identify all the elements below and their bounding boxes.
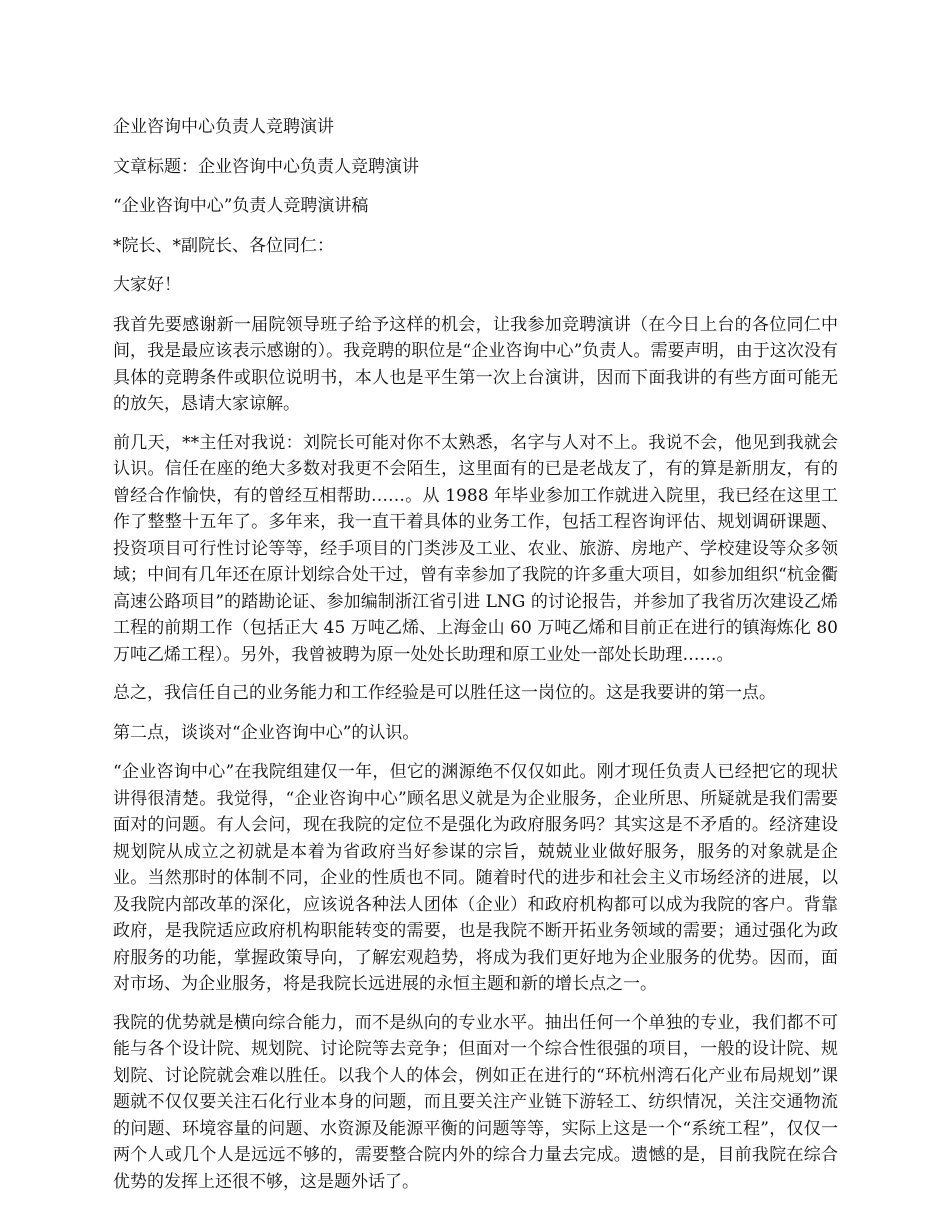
paragraph-intro: 我首先要感谢新一届院领导班子给予这样的机会，让我参加竞聘演讲（在今日上台的各位同仁中间，我是最应该表示感谢的）。我竞聘的职位是“企业咨询中心”负责人。需要声明，由于这次没有具体的竞聘条件或职位说明书，本人也是平生第一次上台演讲，因而下面我讲的有些方面可能无的放矢，恳请大家谅解。 bbox=[113, 314, 838, 414]
article-title-line: 文章标题：企业咨询中心负责人竞聘演讲 bbox=[113, 156, 419, 177]
document-page bbox=[113, 114, 838, 1207]
paragraph-second-point-heading: 第二点，谈谈对“企业咨询中心”的认识。 bbox=[113, 722, 420, 743]
paragraph-conclusion-first-point: 总之，我信任自己的业务能力和工作经验是可以胜任这一岗位的。这是我要讲的第一点。 bbox=[113, 683, 776, 703]
paragraph-background: 前几天，**主任对我说：刘院长可能对你不太熟悉，名字与人对不上。我说不会，他见到我就会认识。信任在座的绝大多数对我更不会陌生，这里面有的已是老战友了，有的算是新朋友，有的曾经合作愉快，有的曾经互相帮助……。从 1988 年毕业参加工作就进入院里，我已经在这里工作了整整十五年了。多年来，我一直干着具体的业务工作，包括工程咨询评估、规划调研课题、投资项目可行性讨论等等，经手项目的门类涉及工业、农业、旅游、房地产、学校建设等众多领域；中间有几年还在原计划综合处干过，曾有幸参加了我院的许多重大项目，如参加组织“杭金衢高速公路项目”的踏勘论证、参加编制浙江省引进 LNG 的讨论报告，并参加了我省历次建设乙烯工程的前期工作（包括正大 45 万吨乙烯、上海金山 60 万吨乙烯和目前正在进行的镇海炼化 80 万吨乙烯工程）。另外，我曾被聘为原一处处长助理和原工业处一部处长助理……。 bbox=[113, 432, 838, 665]
paragraph-advantage: 我院的优势就是横向综合能力，而不是纵向的专业水平。抽出任何一个单独的专业，我们都不可能与各个设计院、规划院、讨论院等去竞争；但面对一个综合性很强的项目，一般的设计院、规划院、讨论院就会难以胜任。以我个人的体会，例如正在进行的“环杭州湾石化产业布局规划”课题就不仅仅要关注石化行业本身的问题，而且要关注产业链下游轻工、纺织情况，关注交通物流的问题、环境容量的问题、水资源及能源平衡的问题等等，实际上这是一个“系统工程”，仅仅一两个人或几个人是远远不够的，需要整合院内外的综合力量去完成。遗憾的是，目前我院在综合优势的发挥上还很不够，这是题外话了。 bbox=[113, 1012, 838, 1192]
salutation: *院长、*副院长、各位同仁： bbox=[113, 235, 334, 256]
speech-subtitle: “企业咨询中心”负责人竞聘演讲稿 bbox=[113, 196, 369, 216]
greeting: 大家好！ bbox=[113, 275, 181, 295]
paragraph-understanding: “企业咨询中心”在我院组建仅一年，但它的渊源绝不仅仅如此。刚才现任负责人已经把它的现状讲得很清楚。我觉得，“企业咨询中心”顾名思义就是为企业服务，企业所思、所疑就是我们需要面对的问题。有人会问，现在我院的定位不是强化为政府服务吗？其实这是不矛盾的。经济建设规划院从成立之初就是本着为省政府当好参谋的宗旨，兢兢业业做好服务，服务的对象就是企业。当然那时的体制不同，企业的性质也不同。随着时代的进步和社会主义市场经济的进展，以及我院内部改革的深化，应该说各种法人团体（企业）和政府机构都可以成为我院的客户。背靠政府，是我院适应政府机构职能转变的需要，也是我院不断开拓业务领域的需要；通过强化为政府服务的功能，掌握政策导向，了解宏观趋势，将成为我们更好地为企业服务的优势。因而，面对市场、为企业服务，将是我院长远进展的永恒主题和新的增长点之一。 bbox=[113, 762, 838, 994]
document-title: 企业咨询中心负责人竞聘演讲 bbox=[113, 117, 334, 137]
